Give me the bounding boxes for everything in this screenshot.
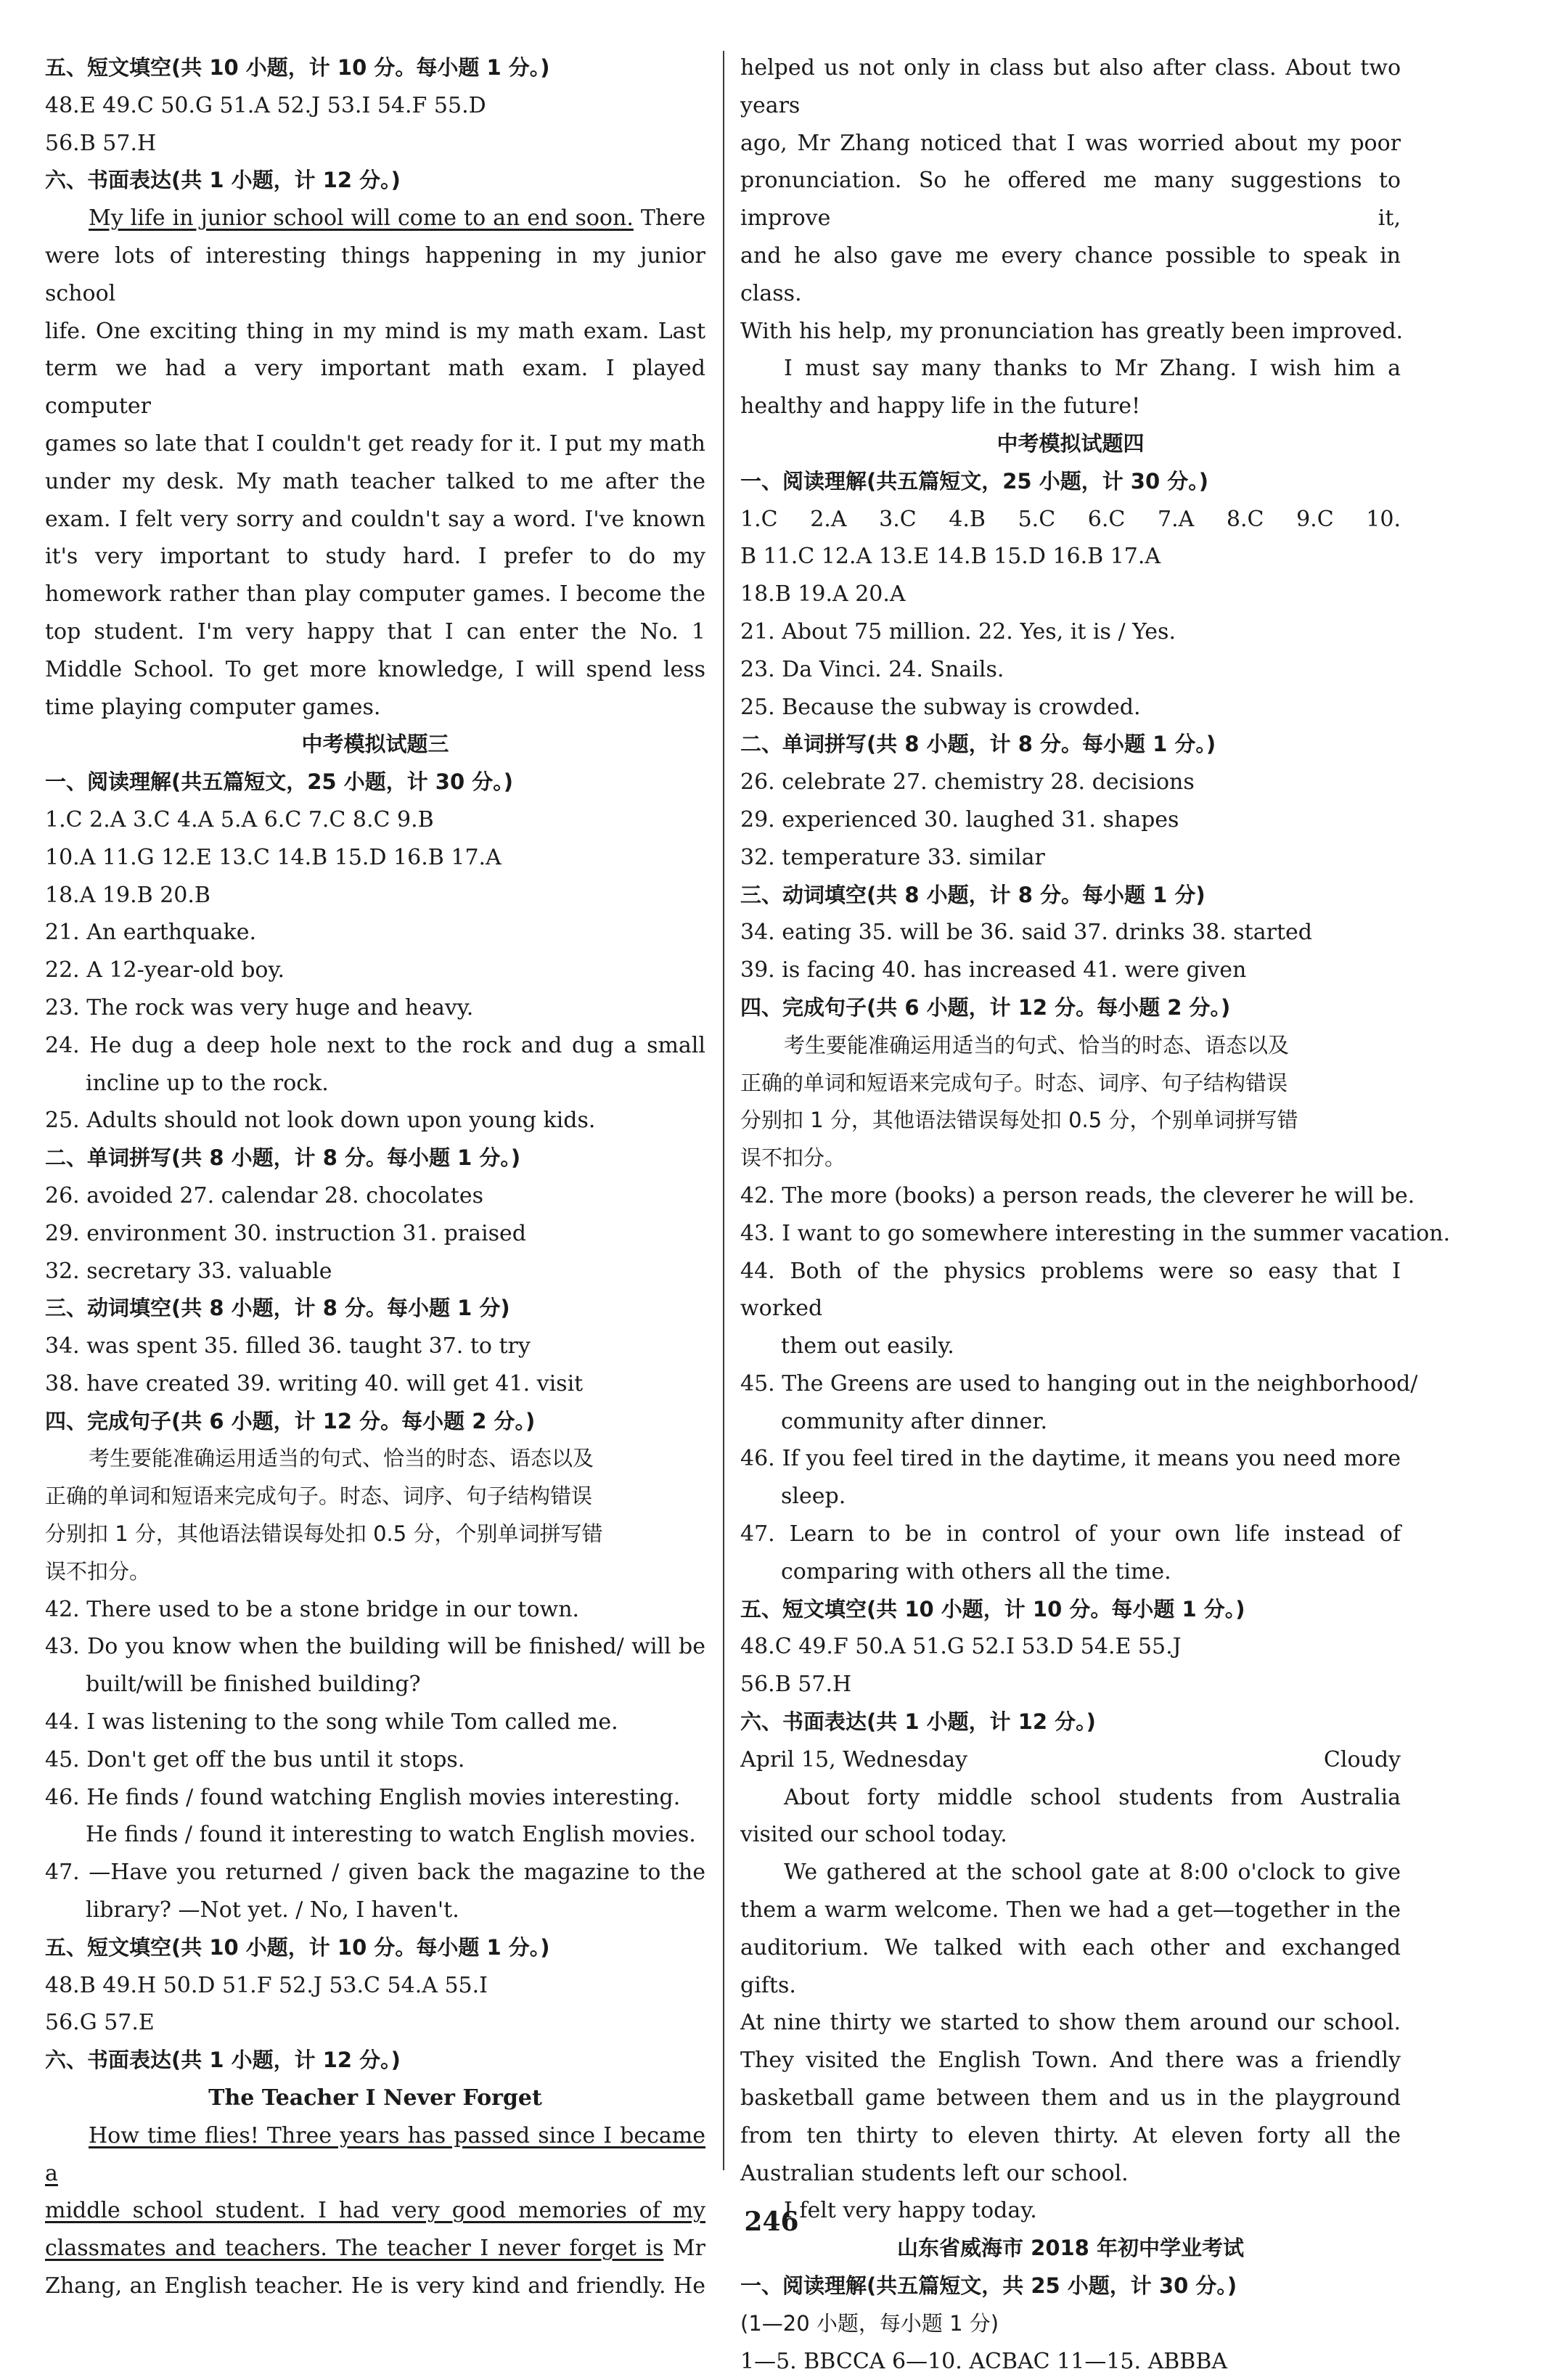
essay-line: I must say many thanks to Mr Zhang. I wish him a <box>784 356 1401 382</box>
answer-line: 23. Da Vinci. 24. Snails. <box>740 656 1004 682</box>
answer-line: 46. If you feel tired in the daytime, it means you need more <box>740 1446 1401 1472</box>
instruction-text: 正确的单词和短语来完成句子。时态、词序、句子结构错误 <box>740 1070 1288 1095</box>
answer-line: 56.B 57.H <box>45 130 157 156</box>
page-number: 246 <box>744 2207 799 2237</box>
answer-line: 24. He dug a deep hole next to the rock and dug a small <box>45 1032 705 1058</box>
essay-line: Middle School. To get more knowledge, I will spend less <box>45 656 705 682</box>
answer-line: 48.E 49.C 50.G 51.A 52.J 53.I 54.F 55.D <box>45 92 486 118</box>
answer-line: 1.C 2.A 3.C 4.A 5.A 6.C 7.C 8.C 9.B <box>45 806 434 833</box>
answer-line: 43. Do you know when the building will be finished/ will be <box>45 1634 705 1660</box>
diary-line: from ten thirty to eleven thirty. At eleven forty all the <box>740 2122 1401 2148</box>
essay-line: pronunciation. So he offered me many suggestions to improve it, <box>740 168 1401 232</box>
diary-line: them a warm welcome. Then we had a get—together in the <box>740 1897 1401 1923</box>
section-heading: 二、单词拼写(共 8 小题，计 8 分。每小题 1 分。) <box>45 1145 521 1171</box>
section-heading: 五、短文填空(共 10 小题，计 10 分。每小题 1 分。) <box>740 1596 1245 1622</box>
section-note: (1—20 小题，每小题 1 分) <box>740 2310 999 2336</box>
section-heading: 二、单词拼写(共 8 小题，计 8 分。每小题 1 分。) <box>740 732 1216 757</box>
answer-line: 18.A 19.B 20.B <box>45 882 210 908</box>
answer-line: 21. An earthquake. <box>45 920 257 946</box>
essay-text: There <box>633 205 705 232</box>
section-heading: 六、书面表达(共 1 小题，计 12 分。) <box>45 168 401 193</box>
diary-line: Australian students left our school. <box>740 2160 1129 2186</box>
left-column <box>45 49 705 2305</box>
section-heading: 六、书面表达(共 1 小题，计 12 分。) <box>45 2048 401 2073</box>
diary-line: I felt very happy today. <box>784 2198 1037 2224</box>
answer-line: 25. Adults should not look down upon young kids. <box>45 1108 596 1134</box>
diary-line: visited our school today. <box>740 1822 1007 1848</box>
answer-line: B 11.C 12.A 13.E 14.B 15.D 16.B 17.A <box>740 544 1161 570</box>
answer-line: 47. Learn to be in control of your own life instead of <box>740 1521 1401 1547</box>
answer-line: 1.C 2.A 3.C 4.B 5.C 6.C 7.A 8.C 9.C 10. <box>740 506 1401 532</box>
section-heading: 六、书面表达(共 1 小题，计 12 分。) <box>740 1709 1096 1735</box>
essay-line: it's very important to study hard. I prefer to do my <box>45 544 705 570</box>
answer-line: He finds / found it interesting to watch English movies. <box>86 1822 696 1848</box>
section-heading: 一、阅读理解(共五篇短文，共 25 小题，计 30 分。) <box>740 2273 1237 2299</box>
test-title: 中考模拟试题四 <box>996 430 1145 456</box>
answer-line: 32. temperature 33. similar <box>740 844 1045 870</box>
essay-line: were lots of interesting things happening in my junior school <box>45 242 705 306</box>
section-heading: 三、动词填空(共 8 小题，计 8 分。每小题 1 分) <box>740 882 1206 907</box>
section-heading: 一、阅读理解(共五篇短文，25 小题，计 30 分。) <box>740 468 1209 494</box>
essay-line: helped us not only in class but also after class. About two years <box>740 55 1401 118</box>
diary-line: basketball game between them and us in the playground <box>740 2085 1401 2111</box>
answer-line: incline up to the rock. <box>86 1070 329 1096</box>
answer-line: 43. I want to go somewhere interesting in the summer vacation. <box>740 1220 1450 1246</box>
answer-line: 21. About 75 million. 22. Yes, it is / Yes. <box>740 618 1176 645</box>
essay-line: games so late that I couldn't get ready for it. I put my math <box>45 430 705 457</box>
answer-line: 45. The Greens are used to hanging out in the neighborhood/ <box>740 1370 1418 1396</box>
section-heading: 五、短文填空(共 10 小题，计 10 分。每小题 1 分。) <box>45 1934 550 1960</box>
answer-line: 47. —Have you returned / given back the magazine to the <box>45 1860 705 1886</box>
answer-line: 56.B 57.H <box>740 1672 852 1698</box>
answer-line: 48.B 49.H 50.D 51.F 52.J 53.C 54.A 55.I <box>45 1972 488 1998</box>
answer-line: 42. The more (books) a person reads, the cleverer he will be. <box>740 1182 1415 1209</box>
answer-line: 48.C 49.F 50.A 51.G 52.I 53.D 54.E 55.J <box>740 1634 1182 1660</box>
section-heading: 三、动词填空(共 8 小题，计 8 分。每小题 1 分) <box>45 1296 510 1321</box>
answer-line: sleep. <box>781 1484 846 1510</box>
essay-line <box>45 200 705 237</box>
answer-line: 39. is facing 40. has increased 41. were given <box>740 957 1247 984</box>
essay-line: and he also gave me every chance possible to speak in class. <box>740 242 1401 306</box>
diary-header <box>740 1741 1401 1779</box>
diary-line: At nine thirty we started to show them around our school. <box>740 2010 1401 2036</box>
essay-line: term we had a very important math exam. I played computer <box>45 356 705 420</box>
answer-line: 1—5. BBCCA 6—10. ACBAC 11—15. ABBBA <box>740 2348 1228 2374</box>
essay-title: The Teacher I Never Forget <box>208 2085 542 2111</box>
answer-line: 44. Both of the physics problems were so easy that I worked <box>740 1258 1401 1322</box>
essay-line: ago, Mr Zhang noticed that I was worried about my poor <box>740 130 1401 156</box>
essay-line: Zhang, an English teacher. He is very kind and friendly. He <box>45 2273 705 2299</box>
answer-line: 34. was spent 35. filled 36. taught 37. to try <box>45 1333 531 1359</box>
answer-line: 34. eating 35. will be 36. said 37. drinks 38. started <box>740 920 1312 946</box>
answer-line: them out easily. <box>781 1333 954 1359</box>
answer-line: 10.A 11.G 12.E 13.C 14.B 15.D 16.B 17.A <box>45 844 502 870</box>
diary-weather: Cloudy <box>1323 1746 1401 1772</box>
diary-line: We gathered at the school gate at 8:00 o'clock to give <box>784 1860 1401 1886</box>
column-divider <box>723 51 724 2170</box>
answer-line: 32. secretary 33. valuable <box>45 1258 332 1284</box>
instruction-text: 分别扣 1 分，其他语法错误每处扣 0.5 分，个别单词拼写错 <box>45 1521 603 1547</box>
answer-line: 22. A 12-year-old boy. <box>45 957 285 984</box>
underlined-text: classmates and teachers. The teacher I never forget is <box>45 2236 664 2262</box>
essay-line: under my desk. My math teacher talked to me after the <box>45 468 705 494</box>
instruction-text: 考生要能准确运用适当的句式、恰当的时态、语态以及 <box>89 1446 594 1471</box>
instruction-text: 误不扣分。 <box>740 1145 846 1171</box>
section-heading: 五、短文填空(共 10 小题，计 10 分。每小题 1 分。) <box>45 55 550 80</box>
answer-line: 23. The rock was very huge and heavy. <box>45 994 474 1021</box>
essay-line: How time flies! Three years has passed since I became a <box>45 2122 705 2186</box>
instruction-text: 考生要能准确运用适当的句式、恰当的时态、语态以及 <box>784 1032 1290 1058</box>
essay-text: Mr <box>663 2236 705 2262</box>
answer-line: 26. celebrate 27. chemistry 28. decisions <box>740 769 1195 796</box>
essay-line: With his help, my pronunciation has greatly been improved. <box>740 318 1404 344</box>
answer-line: 42. There used to be a stone bridge in our town. <box>45 1596 580 1622</box>
essay-line: healthy and happy life in the future! <box>740 393 1141 420</box>
section-heading: 一、阅读理解(共五篇短文，25 小题，计 30 分。) <box>45 769 514 795</box>
instruction-text: 分别扣 1 分，其他语法错误每处扣 0.5 分，个别单词拼写错 <box>740 1108 1298 1133</box>
answer-line: 25. Because the subway is crowded. <box>740 694 1141 720</box>
diary-date: April 15, Wednesday <box>740 1746 968 1772</box>
section-heading: 四、完成句子(共 6 小题，计 12 分。每小题 2 分。) <box>45 1408 536 1434</box>
answer-line: built/will be finished building? <box>86 1672 421 1698</box>
diary-line: They visited the English Town. And there was a friendly <box>740 2048 1401 2074</box>
answer-line: 26. avoided 27. calendar 28. chocolates <box>45 1182 483 1209</box>
essay-line: top student. I'm very happy that I can enter the No. 1 <box>45 618 705 645</box>
instruction-text: 误不扣分。 <box>45 1558 151 1584</box>
section-heading: 四、完成句子(共 6 小题，计 12 分。每小题 2 分。) <box>740 994 1231 1020</box>
test-title: 中考模拟试题三 <box>301 732 449 757</box>
essay-line: middle school student. I had very good memories of my <box>45 2198 705 2224</box>
answer-line: 18.B 19.A 20.A <box>740 581 906 608</box>
answer-line: community after dinner. <box>781 1408 1047 1434</box>
answer-line: 38. have created 39. writing 40. will get 41. visit <box>45 1370 584 1396</box>
right-column <box>740 49 1450 2380</box>
instruction-text: 正确的单词和短语来完成句子。时态、词序、句子结构错误 <box>45 1484 593 1509</box>
essay-line: time playing computer games. <box>45 694 381 720</box>
answer-line: library? —Not yet. / No, I haven't. <box>86 1897 459 1923</box>
essay-line: life. One exciting thing in my mind is my math exam. Last <box>45 318 705 344</box>
answer-line: 45. Don't get off the bus until it stops. <box>45 1746 465 1772</box>
answer-line: 44. I was listening to the song while Tom called me. <box>45 1709 618 1735</box>
answer-line: 29. environment 30. instruction 31. praised <box>45 1220 526 1246</box>
answer-line: 29. experienced 30. laughed 31. shapes <box>740 806 1179 833</box>
underlined-text: My life in junior school will come to an end soon. <box>89 205 634 232</box>
answer-line: 46. He finds / found watching English movies interesting. <box>45 1784 681 1810</box>
answer-line: 56.G 57.E <box>45 2010 155 2036</box>
diary-line: About forty middle school students from Australia <box>784 1784 1401 1810</box>
exam-title: 山东省威海市 2018 年初中学业考试 <box>897 2236 1244 2261</box>
answer-line: comparing with others all the time. <box>781 1558 1171 1584</box>
essay-line: exam. I felt very sorry and couldn't say a word. I've known <box>45 506 705 532</box>
diary-line: auditorium. We talked with each other and exchanged gifts. <box>740 1934 1401 1998</box>
essay-line: homework rather than play computer games. I become the <box>45 581 705 608</box>
